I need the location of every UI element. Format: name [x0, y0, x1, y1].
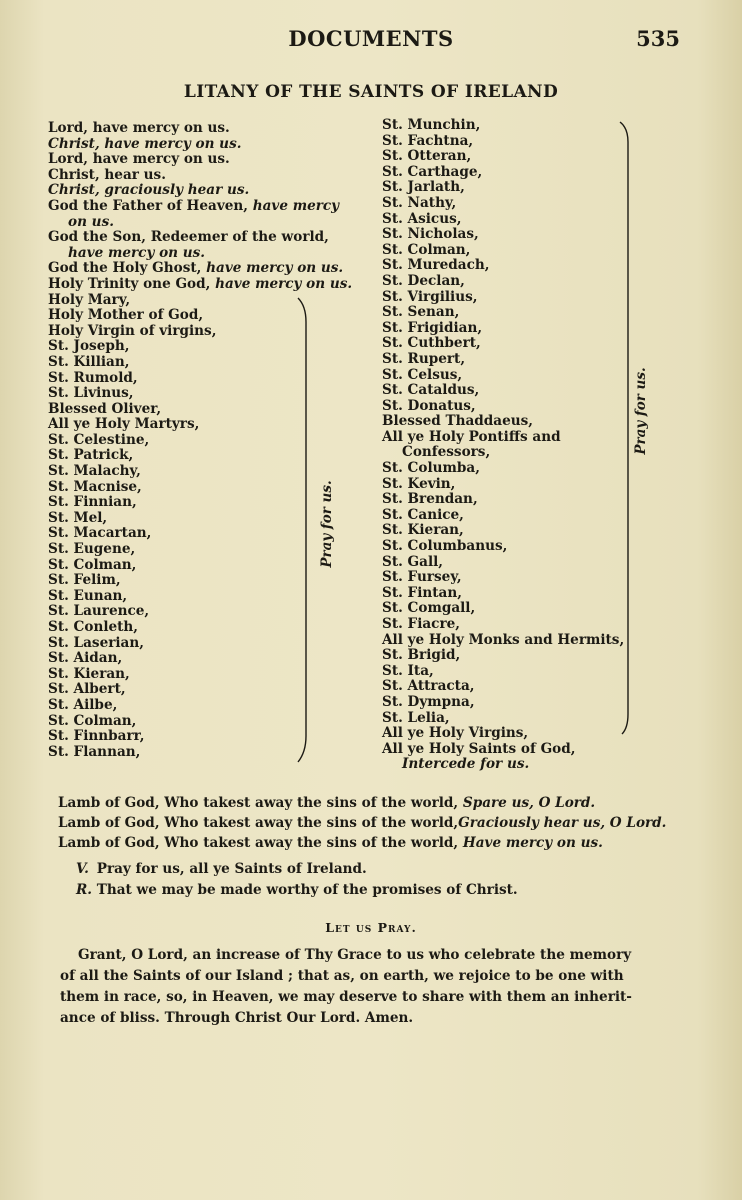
- running-title: DOCUMENTS: [288, 26, 454, 51]
- invocation-text: St. Albert,: [48, 681, 126, 698]
- invocation-text: St. Rumold,: [48, 369, 138, 386]
- invocation-text: St. Aidan,: [48, 650, 123, 667]
- invocation-text: St. Colman,: [48, 556, 137, 573]
- right-column-line: [382, 180, 632, 196]
- right-column-line: [382, 134, 632, 150]
- response-text: have mercy on us.: [68, 244, 206, 261]
- invocation-text: St. Cuthbert,: [382, 335, 481, 352]
- invocation-text: St. Attracta,: [382, 678, 475, 695]
- right-column-line: [382, 227, 632, 243]
- right-column-line: [382, 664, 632, 680]
- right-column-line: [382, 118, 632, 134]
- pray-for-us-left: Pray for us.: [319, 480, 335, 568]
- right-column-line: [382, 633, 632, 649]
- invocation-text: St. Fachtna,: [382, 132, 474, 149]
- invocation-text: St. Kevin,: [382, 475, 456, 492]
- invocation-text: St. Colman,: [382, 241, 471, 258]
- invocation-text: St. Eunan,: [48, 587, 128, 604]
- versicle-mark: V.: [76, 861, 89, 877]
- left-column-line: [48, 168, 348, 184]
- invocation-text: Holy Mother of God,: [48, 307, 204, 324]
- invocation-text: St. Patrick,: [48, 447, 134, 464]
- versicle-text: Pray for us, all ye Saints of Ireland.: [96, 861, 367, 877]
- invocation-text: St. Macnise,: [48, 478, 142, 495]
- right-column-line: [382, 414, 632, 430]
- right-column-line: [382, 258, 632, 274]
- invocation-text: St. Asicus,: [382, 210, 462, 227]
- response-text: That we may be made worthy of the promises of Christ.: [96, 882, 518, 898]
- right-column-line: [382, 321, 632, 337]
- response-text: have mercy on us.: [206, 260, 344, 277]
- invocation-text: St. Columbanus,: [382, 538, 508, 555]
- agnus-dei-response: Graciously hear us, O Lord.: [458, 815, 667, 831]
- right-column-line: [382, 679, 632, 695]
- right-column-line: [382, 492, 632, 508]
- response-text: on us.: [68, 213, 114, 230]
- invocation-text: Christ, graciously hear us.: [48, 182, 250, 199]
- right-column-line: [382, 570, 632, 586]
- invocation-text: St. Brigid,: [382, 647, 461, 664]
- left-column-line: [48, 230, 348, 246]
- prayer-line: Grant, O Lord, an increase of Thy Grace to us who celebrate the memory: [78, 947, 632, 963]
- invocation-text: Holy Trinity one God,: [48, 275, 216, 292]
- invocation-text: Holy Virgin of virgins,: [48, 322, 217, 339]
- right-column-line: [382, 695, 632, 711]
- right-column-line: [382, 711, 632, 727]
- right-column-line: [382, 742, 632, 758]
- invocation-text: All ye Holy Saints of God,: [382, 740, 576, 757]
- page-number: 535: [636, 26, 680, 51]
- invocation-text: All ye Holy Virgins,: [382, 725, 529, 742]
- invocation-text: St. Comgall,: [382, 600, 476, 617]
- invocation-text: St. Fintan,: [382, 584, 462, 601]
- right-column-line: [382, 368, 632, 384]
- invocation-text: Confessors,: [402, 444, 491, 461]
- right-column-line: [382, 508, 632, 524]
- right-column-line: [382, 648, 632, 664]
- invocation-text: St. Colman,: [48, 712, 137, 729]
- invocation-text: Christ, hear us.: [48, 166, 166, 183]
- invocation-text: St. Munchin,: [382, 117, 481, 133]
- right-column-line: [382, 430, 632, 446]
- invocation-text: St. Senan,: [382, 304, 460, 321]
- right-column-line: [382, 539, 632, 555]
- right-column-line: [382, 601, 632, 617]
- invocation-text: St. Lelia,: [382, 709, 450, 726]
- right-column-line: [382, 149, 632, 165]
- invocation-text: St. Otteran,: [382, 148, 472, 165]
- invocation-text: St. Killian,: [48, 353, 130, 370]
- right-column-line: [382, 726, 632, 742]
- right-column-line: [382, 243, 632, 259]
- left-column-line: [48, 261, 348, 277]
- right-column-line: [382, 212, 632, 228]
- left-column-line: [48, 199, 348, 215]
- invocation-text: St. Conleth,: [48, 619, 139, 635]
- pray-for-us-right: Pray for us.: [633, 367, 649, 455]
- prayer-line: ance of bliss. Through Christ Our Lord. Amen.: [60, 1010, 414, 1026]
- invocation-text: Blessed Thaddaeus,: [382, 413, 534, 430]
- running-head: [0, 26, 742, 56]
- invocation-text: St. Gall,: [382, 553, 444, 570]
- invocation-text: St. Flannan,: [48, 743, 141, 760]
- invocation-text: St. Canice,: [382, 506, 464, 523]
- response-text: Intercede for us.: [402, 756, 530, 773]
- left-column-line: [48, 215, 348, 231]
- right-column-line: [382, 305, 632, 321]
- invocation-text: St. Carthage,: [382, 163, 483, 180]
- invocation-text: St. Laserian,: [48, 634, 144, 651]
- right-column-line: [382, 336, 632, 352]
- invocation-text: God the Son, Redeemer of the world,: [48, 229, 329, 246]
- invocation-text: St. Felim,: [48, 572, 121, 589]
- response-mark: R.: [76, 882, 93, 898]
- versicle-response: [76, 859, 518, 901]
- invocation-text: Lord, have mercy on us.: [48, 120, 230, 136]
- agnus-dei-text: Lamb of God, Who takest away the sins of the world,: [58, 835, 463, 851]
- right-column-line: [382, 523, 632, 539]
- versicle-line: [76, 859, 518, 880]
- right-column-line: [382, 617, 632, 633]
- left-column-line: [48, 275, 353, 293]
- invocation-text: All ye Holy Martyrs,: [48, 416, 200, 433]
- agnus-dei-response: Spare us, O Lord.: [462, 795, 596, 811]
- invocation-text: St. Ailbe,: [48, 696, 118, 713]
- invocation-text: St. Eugene,: [48, 541, 136, 558]
- invocation-text: St. Ita,: [382, 662, 434, 679]
- invocation-text: St. Donatus,: [382, 397, 476, 414]
- litany-title: LITANY OF THE SAINTS OF IRELAND: [183, 82, 559, 102]
- invocation-text: St. Macartan,: [48, 525, 152, 542]
- agnus-dei-line: [58, 793, 666, 813]
- agnus-dei-text: Lamb of God, Who takest away the sins of the world,: [58, 815, 459, 831]
- left-column-line: [48, 137, 348, 153]
- right-column-line: [382, 445, 632, 461]
- left-column-line: [48, 246, 348, 262]
- agnus-dei-line: [58, 833, 666, 853]
- invocation-text: St. Dympna,: [382, 693, 475, 710]
- invocation-text: St. Muredach,: [382, 257, 490, 274]
- right-column-line: [382, 383, 632, 399]
- invocation-text: St. Rupert,: [382, 350, 466, 367]
- closing-prayer: [60, 945, 660, 1029]
- right-column-line: [382, 290, 632, 306]
- invocation-text: St. Nathy,: [382, 194, 457, 211]
- invocation-text: Christ, have mercy on us.: [48, 135, 242, 152]
- invocation-text: St. Kieran,: [382, 522, 464, 539]
- invocation-text: St. Finnbarr,: [48, 728, 145, 745]
- invocation-text: St. Nicholas,: [382, 226, 479, 243]
- right-column-line: [382, 399, 632, 415]
- prayer-line: of all the Saints of our Island ; that as, on earth, we rejoice to be one with: [60, 968, 624, 984]
- invocation-text: St. Virgilius,: [382, 288, 478, 305]
- invocation-text: All ye Holy Monks and Hermits,: [382, 631, 625, 648]
- invocation-text: St. Livinus,: [48, 385, 134, 402]
- invocation-text: St. Fursey,: [382, 569, 462, 586]
- response-text: have mercy: [252, 197, 340, 214]
- right-column-line: [382, 274, 632, 290]
- invocation-text: All ye Holy Pontiffs and: [382, 428, 561, 445]
- invocation-text: God the Holy Ghost,: [48, 260, 207, 277]
- response-line: [76, 880, 518, 901]
- left-column-line: [48, 152, 348, 168]
- left-brace: [296, 296, 316, 766]
- agnus-dei-text: Lamb of God, Who takest away the sins of the world,: [58, 795, 463, 811]
- invocation-text: St. Declan,: [382, 272, 465, 289]
- invocation-text: Holy Mary,: [48, 291, 131, 308]
- invocation-text: St. Laurence,: [48, 603, 150, 620]
- invocation-text: Lord, have mercy on us.: [48, 151, 230, 168]
- invocation-text: St. Finnian,: [48, 494, 137, 511]
- prayer-line: them in race, so, in Heaven, we may deserve to share with them an inherit-: [60, 989, 632, 1005]
- invocation-text: Blessed Oliver,: [48, 400, 162, 417]
- invocation-text: St. Fiacre,: [382, 616, 461, 632]
- response-text: have mercy on us.: [215, 275, 353, 292]
- invocation-text: St. Frigidian,: [382, 319, 483, 336]
- agnus-dei-response: Have mercy on us.: [462, 835, 603, 851]
- right-column-line: [382, 165, 632, 181]
- invocation-text: St. Brendan,: [382, 491, 478, 508]
- let-us-pray-heading: Let us Pray.: [325, 920, 417, 935]
- right-column-line: [382, 352, 632, 368]
- invocation-text: God the Father of Heaven,: [48, 197, 253, 214]
- invocation-text: St. Jarlath,: [382, 179, 465, 196]
- invocation-text: St. Celsus,: [382, 366, 463, 383]
- agnus-dei: [58, 793, 666, 853]
- invocation-text: St. Columba,: [382, 460, 480, 477]
- right-column-line: [382, 461, 632, 477]
- invocation-text: St. Cataldus,: [382, 382, 480, 399]
- invocation-text: St. Celestine,: [48, 431, 150, 448]
- agnus-dei-line: [58, 813, 666, 833]
- invocation-text: St. Malachy,: [48, 463, 141, 480]
- invocation-text: St. Mel,: [48, 509, 108, 526]
- right-column-line: [382, 586, 632, 602]
- right-column-line: [382, 477, 632, 493]
- invocation-text: St. Joseph,: [48, 338, 130, 355]
- right-column: [382, 118, 632, 773]
- left-column-line: [48, 121, 348, 137]
- invocation-text: St. Kieran,: [48, 665, 130, 682]
- right-column-line: [382, 196, 632, 212]
- left-column-line: [48, 183, 348, 199]
- right-column-line: [382, 555, 632, 571]
- right-column-line: [382, 757, 632, 773]
